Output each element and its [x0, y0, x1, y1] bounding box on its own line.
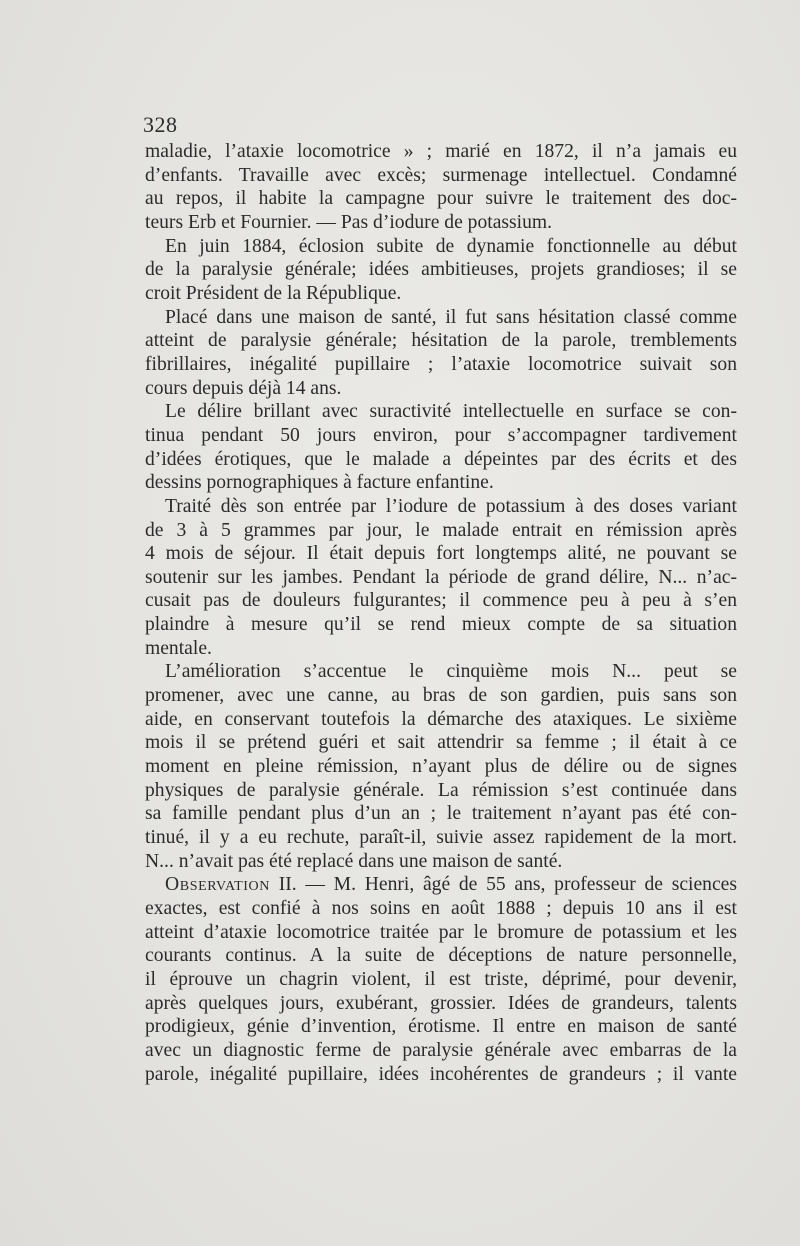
- text-line-content: tinué, il y a eu rechute, paraît-il, suivie assez rapidement de la mort.: [145, 827, 737, 849]
- text-line: [145, 684, 737, 708]
- text-line: [145, 424, 737, 448]
- text-line-content: d’idées érotiques, que le malade a dépeintes par des écrits et des: [145, 448, 737, 470]
- text-line: [145, 1039, 737, 1063]
- text-line-content: plaindre à mesure qu’il se rend mieux compte de sa situation: [145, 614, 737, 636]
- text-line: [145, 826, 737, 850]
- text-line-content: exactes, est confié à nos soins en août 1888 ; depuis 10 ans il est: [145, 898, 737, 919]
- text-line-content: mois il se prétend guéri et sait attendrir sa femme ; il était à ce: [145, 732, 737, 754]
- text-line: [145, 187, 737, 211]
- observation-heading: Observation: [165, 874, 270, 896]
- text-line: [145, 400, 737, 424]
- text-line: [145, 448, 737, 472]
- text-line-content: de la paralysie générale; idées ambitieuses, projets grandioses; il se: [145, 259, 737, 281]
- text-line-content: atteint de paralysie générale; hésitation de la parole, tremblements: [145, 330, 737, 352]
- text-line: [145, 471, 737, 495]
- text-line: [145, 921, 737, 945]
- text-line-content: après quelques jours, exubérant, grossier. Idées de grandeurs, talents: [145, 992, 737, 1014]
- text-line-content: d’enfants. Travaille avec excès; surmenage intellectuel. Condamné: [145, 164, 737, 186]
- text-line-content: teurs Erb et Fournier. — Pas d’iodure de potassium.: [145, 211, 553, 233]
- text-line-content: au repos, il habite la campagne pour suivre le traitement des doc-: [145, 188, 737, 210]
- text-line-content: tinua pendant 50 jours environ, pour s’accompagner tardivement: [145, 424, 737, 446]
- text-line: [145, 944, 737, 968]
- text-line: [145, 708, 737, 732]
- text-line-content: avec un diagnostic ferme de paralysie générale avec embarras de la: [145, 1039, 737, 1061]
- text-line-content: II. — M. Henri, âgé de 55 ans, professeur de sciences: [278, 874, 737, 896]
- text-line: [145, 140, 737, 164]
- text-line: [145, 377, 737, 401]
- text-line: [145, 779, 737, 803]
- text-line: [145, 211, 737, 235]
- text-line-content: de 3 à 5 grammes par jour, le malade entrait en rémission après: [145, 519, 737, 541]
- text-line-content: maladie, l’ataxie locomotrice » ; marié en 1872, il n’a jamais eu: [145, 141, 737, 162]
- text-line: [145, 637, 737, 661]
- text-line-content: 4 mois de séjour. Il était depuis fort longtemps alité, ne pouvant se: [145, 543, 737, 565]
- text-line: [145, 1015, 737, 1039]
- text-line: [145, 660, 737, 684]
- text-line-content: Placé dans une maison de santé, il fut sans hésitation classé comme: [165, 306, 737, 328]
- text-line-content: prodigieux, génie d’invention, érotisme. Il entre en maison de santé: [145, 1016, 737, 1038]
- text-line-content: promener, avec une canne, au bras de son gardien, puis sans son: [145, 685, 737, 707]
- text-line: [145, 329, 737, 353]
- text-line: [145, 519, 737, 543]
- page-number: 328: [143, 112, 178, 137]
- text-line-content: croit Président de la République.: [145, 282, 402, 304]
- text-line-content: Le délire brillant avec suractivité intellectuelle en surface se con-: [165, 401, 737, 423]
- text-line-content: cusait pas de douleurs fulgurantes; il commence peu à peu à s’en: [145, 590, 737, 612]
- text-line-content: soutenir sur les jambes. Pendant la période de grand délire, N... n’ac-: [145, 566, 737, 588]
- text-line-content: fibrillaires, inégalité pupillaire ; l’ataxie locomotrice suivait son: [145, 353, 737, 375]
- text-line: [145, 1063, 737, 1087]
- text-line: [145, 873, 737, 897]
- text-line-content: moment en pleine rémission, n’ayant plus de délire ou de signes: [145, 756, 737, 778]
- text-line: [145, 164, 737, 188]
- text-line-content: L’amélioration s’accentue le cinquième mois N... peut se: [165, 661, 737, 683]
- text-line-content: cours depuis déjà 14 ans.: [145, 377, 342, 399]
- text-line: [145, 992, 737, 1016]
- text-line: [145, 495, 737, 519]
- text-line: [145, 282, 737, 306]
- text-line: [145, 613, 737, 637]
- text-line: [145, 235, 737, 259]
- text-line-content: Traité dès son entrée par l’iodure de potassium à des doses variant: [165, 495, 737, 517]
- text-line: [145, 306, 737, 330]
- text-line: [145, 566, 737, 590]
- text-line-content: parole, inégalité pupillaire, idées incohérentes de grandeurs ; il vante: [145, 1063, 737, 1085]
- text-line: [145, 353, 737, 377]
- text-line: [145, 731, 737, 755]
- text-line-content: physiques de paralysie générale. La rémission s’est continuée dans: [145, 779, 737, 801]
- text-line: [145, 802, 737, 826]
- text-line-content: il éprouve un chagrin violent, il est triste, déprimé, pour devenir,: [145, 968, 737, 990]
- body-text: [145, 140, 737, 1086]
- text-line-content: sa famille pendant plus d’un an ; le traitement n’ayant pas été con-: [145, 803, 737, 825]
- text-line: [145, 589, 737, 613]
- text-line: [145, 850, 737, 874]
- text-line: [145, 897, 737, 921]
- text-line: [145, 755, 737, 779]
- text-line-content: N... n’avait pas été replacé dans une maison de santé.: [145, 850, 563, 872]
- text-line: [145, 542, 737, 566]
- text-line-content: mentale.: [145, 637, 212, 659]
- text-line-content: courants continus. A la suite de déceptions de nature personnelle,: [145, 945, 737, 967]
- text-line-content: En juin 1884, éclosion subite de dynamie fonctionnelle au début: [165, 235, 737, 257]
- text-line: [145, 258, 737, 282]
- text-line-content: dessins pornographiques à facture enfantine.: [145, 472, 494, 494]
- text-line-content: aide, en conservant toutefois la démarche des ataxiques. Le sixième: [145, 708, 737, 730]
- text-line-content: atteint d’ataxie locomotrice traitée par le bromure de potassium et les: [145, 921, 737, 943]
- text-line: [145, 968, 737, 992]
